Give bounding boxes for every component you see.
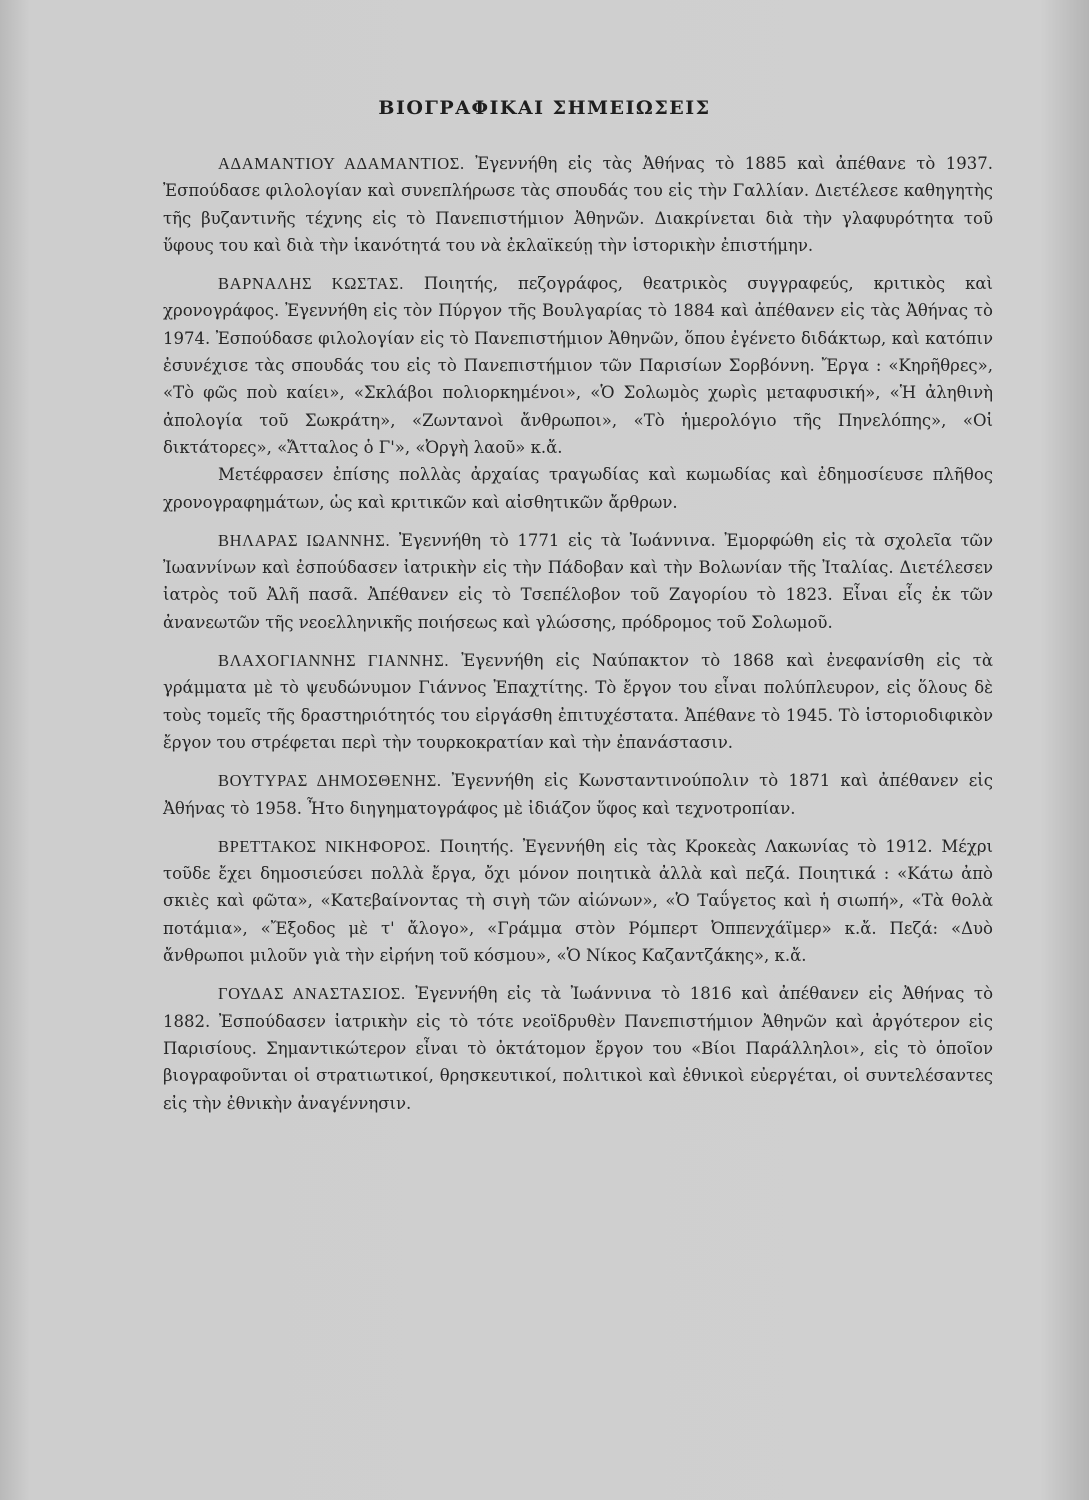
entry-name: ΓΟΥΔΑΣ ΑΝΑΣΤΑΣΙΟΣ. [218, 984, 406, 1004]
biography-entry [163, 980, 993, 1116]
biography-entry [163, 833, 993, 969]
biography-entry [163, 270, 993, 516]
entry-text: Ἐγεννήθη τὸ 1771 εἰς τὰ Ἰωάννινα. Ἐμορφώθη εἰς τὰ σχολεῖα τῶν Ἰωαννίνων καὶ ἐσπούδασεν ἰατρικὴν εἰς τὴν Πάδοβαν καὶ τὴν Βολωνίαν τῆς Ἰταλίας. Διετέλεσεν ἰατρὸς τοῦ Ἀλῆ πασᾶ. Ἀπέθανεν εἰς τὸ Τσεπέλοβον τοῦ Ζαγορίου τὸ 1823. Εἶναι εἷς ἐκ τῶν ἀνανεωτῶν τῆς νεοελληνικῆς ποιήσεως καὶ γλώσσης, πρόδρομος τοῦ Σολωμοῦ. [163, 530, 994, 632]
entry-name: ΒΑΡΝΑΛΗΣ ΚΩΣΤΑΣ. [218, 274, 404, 294]
entry-extra-paragraph: Μετέφρασεν ἐπίσης πολλὰς ἀρχαίας τραγωδίας καὶ κωμωδίας καὶ ἐδημοσίευσε πλῆθος χρονογραφημάτων, ὡς καὶ κριτικῶν καὶ αἰσθητικῶν ἄρθρων. [163, 465, 993, 512]
entry-paragraph [163, 767, 993, 822]
entry-name: ΒΟΥΤΥΡΑΣ ΔΗΜΟΣΘΕΝΗΣ. [218, 771, 442, 791]
entry-text: Ἐγεννήθη εἰς Ναύπακτον τὸ 1868 καὶ ἐνεφανίσθη εἰς τὰ γράμματα μὲ τὸ ψευδώνυμον Γιάννος Ἐπαχτίτης. Τὸ ἔργον του εἶναι πολύπλευρον, εἰς ὅλους δὲ τοὺς τομεῖς τῆς δραστηριότητός του εἰργάσθη ἐπιτυχέστατα. Ἀπέθανε τὸ 1945. Τὸ ἱστοριοδιφικὸν ἔργον του στρέφεται περὶ τὴν τουρκοκρατίαν καὶ τὴν ἐπανάστασιν. [163, 651, 994, 752]
entry-name: ΒΡΕΤΤΑΚΟΣ ΝΙΚΗΦΟΡΟΣ. [218, 836, 432, 856]
biography-entry [163, 767, 993, 822]
entry-paragraph [163, 527, 993, 636]
entry-name: ΒΗΛΑΡΑΣ ΙΩΑΝΝΗΣ. [218, 530, 391, 550]
page-title: ΒΙΟΓΡΑΦΙΚΑΙ ΣΗΜΕΙΩΣΕΙΣ [378, 97, 711, 119]
biography-entry [163, 150, 993, 259]
entry-name: ΑΔΑΜΑΝΤΙΟΥ ΑΔΑΜΑΝΤΙΟΣ. [218, 154, 465, 173]
entry-text: Ποιητής, πεζογράφος, θεατρικὸς συγγραφεύς, κριτικὸς καὶ χρονογράφος. Ἐγεννήθη εἰς τὸν Πύργον τῆς Βουλγαρίας τὸ 1884 καὶ ἀπέθανεν εἰς τὰς Ἀθήνας τὸ 1974. Ἐσπούδασε φιλολογίαν εἰς τὸ Πανεπιστήμιον Ἀθηνῶν, ὅπου ἐγένετο διδάκτωρ, καὶ κατόπιν ἐσυνέχισε τὰς σπουδάς του εἰς τὸ Πανεπιστήμιον τῶν Παρισίων Σορβόννη. Ἔργα : «Κηρῆθρες», «Τὸ φῶς ποὺ καίει», «Σκλάβοι πολιορκημένοι», «Ὁ Σολωμὸς χωρὶς μεταφυσική», «Ἡ ἀληθινὴ ἀπολογία τοῦ Σωκράτη», «Ζωντανοὶ ἄνθρωποι», «Τὸ ἡμερολόγιο τῆς Πηνελόπης», «Οἱ δικτάτορες», «Ἄτταλος ὁ Γ'», «Ὀργὴ λαοῦ» κ.ἄ. [163, 274, 993, 457]
biography-entry [163, 647, 993, 756]
entry-text: Ποιητής. Ἐγεννήθη εἰς τὰς Κροκεὰς Λακωνίας τὸ 1912. Μέχρι τοῦδε ἔχει δημοσιεύσει πολλὰ ἔργα, ὄχι μόνον ποιητικὰ ἀλλὰ καὶ πεζά. Ποιητικά : «Κάτω ἀπὸ σκιὲς καὶ φῶτα», «Κατεβαίνοντας τὴ σιγὴ τῶν αἰώνων», «Ὁ Ταΰγετος καὶ ἡ σιωπή», «Τὰ θολὰ ποτάμια», «Ἔξοδος μὲ τ' ἄλογο», «Γράμμα στὸν Ρόμπερτ Ὀππενχάϊμερ» κ.ἄ. Πεζά: «Δυὸ ἄνθρωποι μιλοῦν γιὰ τὴν εἰρήνη τοῦ κόσμου», «Ὁ Νίκος Καζαντζάκης», κ.ἄ. [163, 836, 994, 966]
entry-paragraph [163, 150, 993, 259]
entry-text: Ἐγεννήθη εἰς Κωνσταντινούπολιν τὸ 1871 καὶ ἀπέθανεν εἰς Ἀθήνας τὸ 1958. Ἦτο διηγηματογράφος μὲ ἰδιάζον ὕφος καὶ τεχνοτροπίαν. [163, 771, 993, 818]
entry-name: ΒΛΑΧΟΓΙΑΝΝΗΣ ΓΙΑΝΝΗΣ. [218, 651, 450, 671]
entry-paragraph [163, 833, 993, 969]
biography-list [163, 150, 993, 1128]
entry-paragraph [163, 980, 993, 1116]
entry-text: Ἐγεννήθη εἰς τὰ Ἰωάννινα τὸ 1816 καὶ ἀπέθανεν εἰς Ἀθήνας τὸ 1882. Ἐσπούδασεν ἰατρικὴν εἰς τὸ τότε νεοϊδρυθὲν Πανεπιστήμιον Ἀθηνῶν καὶ ἀργότερον εἰς Παρισίους. Σημαντικώτερον εἶναι τὸ ὀκτάτομον ἔργον του «Βίοι Παράλληλοι», εἰς τὸ ὁποῖον βιογραφοῦνται οἱ στρατιωτικοί, θρησκευτικοί, πολιτικοὶ καὶ ἐθνικοὶ εὐεργέται, οἱ συντελέσαντες εἰς τὴν ἐθνικὴν ἀναγέννησιν. [163, 984, 993, 1113]
biography-entry [163, 527, 993, 636]
entry-paragraph [163, 647, 993, 756]
entry-paragraph [163, 270, 993, 461]
entry-text: Ἐγεννήθη εἰς τὰς Ἀθήνας τὸ 1885 καὶ ἀπέθανε τὸ 1937. Ἐσπούδασε φιλολογίαν καὶ συνεπλήρωσε τὰς σπουδάς του εἰς τὴν Γαλλίαν. Διετέλεσε καθηγητὴς τῆς βυζαντινῆς τέχνης εἰς τὸ Πανεπιστήμιον Ἀθηνῶν. Διακρίνεται διὰ τὴν γλαφυρότητα τοῦ ὕφους του καὶ διὰ τὴν ἱκανότητά του νὰ ἐκλαϊκεύῃ τὴν ἱστορικὴν ἐπιστήμην. [163, 154, 993, 255]
